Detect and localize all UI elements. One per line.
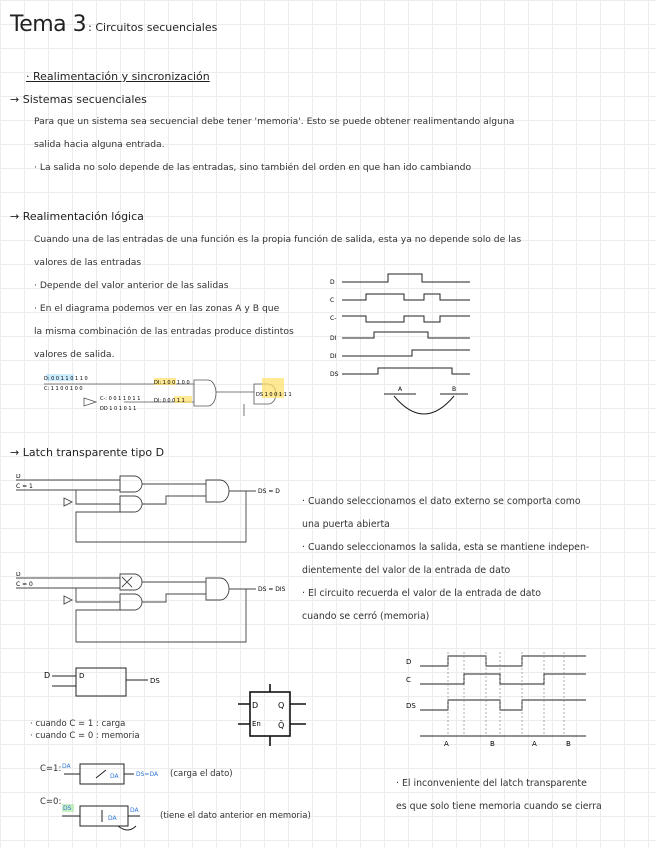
- latch2-out: DS = DIS: [258, 586, 286, 593]
- timing1-label-di1: DI: [330, 335, 337, 342]
- carga-inner: DA: [110, 773, 119, 780]
- timing2-zone-a1: A: [444, 740, 449, 748]
- seq-dd: DD 1 0 1 0 1 1: [100, 406, 137, 412]
- heading-latch: → Latch transparente tipo D: [10, 446, 165, 459]
- timing2-zone-b2: B: [566, 740, 571, 748]
- mem-out: DA: [130, 807, 139, 814]
- latch-circuit-2: [16, 572, 286, 646]
- latch2-in-c: C = 0: [16, 581, 33, 588]
- page-title: Tema 3 : Circuitos secuenciales: [10, 12, 218, 37]
- cuando-notes: · cuando C = 1 : carga · cuando C = 0 : memoria: [30, 719, 140, 741]
- mem-diagram: [58, 800, 158, 836]
- ff-qn: Q̄: [278, 721, 285, 730]
- timing-diagram-2: [404, 652, 594, 752]
- timing1-label-c: C: [330, 297, 335, 304]
- carga-out: DS=DA: [136, 771, 159, 778]
- ff-q: Q: [278, 701, 285, 710]
- timing1-zone-a: A: [398, 386, 403, 393]
- feedback-circuit: [44, 372, 294, 424]
- heading-realimentacion: → Realimentación lógica: [10, 210, 144, 223]
- page-subtitle: : Circuitos secuenciales: [88, 21, 218, 34]
- seq-di1: DI: 1 0 0 1 0 0: [154, 380, 190, 386]
- mem-inner: DA: [108, 815, 117, 822]
- realimentacion-text: Cuando una de las entradas de una función es la propia función de salida, esta ya no depende solo de las valores de las entradas · Depende del valor anterior de las salidas · En el diagrama podemos ver en las zonas A y B que la misma combinación de las entradas produce distintos valores de salida.: [34, 234, 522, 360]
- seq-di2: DI: 0 0 0 1 1: [154, 398, 185, 404]
- timing2-label-ds: DS: [406, 702, 416, 710]
- block-out: DS: [150, 677, 160, 685]
- section-heading: · Realimentación y sincronización: [26, 70, 210, 83]
- latch-circuit-1: [16, 474, 286, 546]
- timing2-label-c: C: [406, 676, 411, 684]
- seq-c: C: 1 1 0 0 1 0 0: [44, 386, 83, 392]
- mem-note: (tiene el dato anterior en memoria): [160, 811, 311, 821]
- timing2-label-d: D: [406, 658, 412, 666]
- latch1-in-d: D: [16, 474, 21, 480]
- timing1-zone-b: B: [452, 386, 457, 393]
- timing1-label-di2: DI: [330, 353, 337, 360]
- carga-diagram: [60, 758, 172, 788]
- timing2-zone-b1: B: [490, 740, 495, 748]
- inconveniente-note: · El inconveniente del latch transparente es que solo tiene memoria cuando se cierra: [396, 778, 602, 812]
- ff-d: D: [252, 701, 259, 710]
- seq-ds: DS 1 0 0 1 1 1: [256, 392, 292, 398]
- mem-label: C=0:: [40, 797, 62, 807]
- carga-note: (carga el dato): [170, 769, 233, 779]
- sistemas-text: Para que un sistema sea secuencial debe tener 'memoria'. Esto se puede obtener realimentando alguna salida hacia alguna entrada. · La salida no solo depende de las entradas, sino también del orden en que han ido cambiando: [34, 116, 515, 173]
- ff-en: En: [252, 720, 261, 728]
- latch-notes: · Cuando seleccionamos el dato externo se comporta como una puerta abierta · Cuando seleccionamos la salida, esta se mantiene indepen- dientemente del valor de la entrada de dato · El circuito recuerda el valor de la entrada de dato cuando se cerró (memoria): [302, 496, 590, 622]
- latch2-in-d: D: [16, 572, 21, 578]
- block-in-d: D: [44, 671, 51, 680]
- heading-sistemas: → Sistemas secuenciales: [10, 93, 147, 106]
- seq-d: D: 0 0 1 1 0 1 1 0: [44, 376, 88, 382]
- carga-in: DA: [62, 763, 71, 770]
- timing1-label-ds: DS: [330, 371, 339, 378]
- timing2-zone-a2: A: [532, 740, 537, 748]
- mem-in: DS: [63, 805, 72, 812]
- flipflop-symbol: [236, 684, 314, 748]
- block-pin-d: D: [79, 672, 85, 680]
- carga-label: C=1:: [40, 764, 62, 774]
- latch1-out: DS = D: [258, 488, 280, 495]
- timing-diagram-1: [328, 270, 488, 430]
- latch-block-symbol: [42, 664, 172, 700]
- timing1-label-d: D: [330, 279, 335, 286]
- timing1-label-cn: C-: [330, 315, 337, 322]
- seq-cn: C-: 0 0 1 1 0 1 1: [100, 396, 141, 402]
- latch1-in-c: C = 1: [16, 483, 33, 490]
